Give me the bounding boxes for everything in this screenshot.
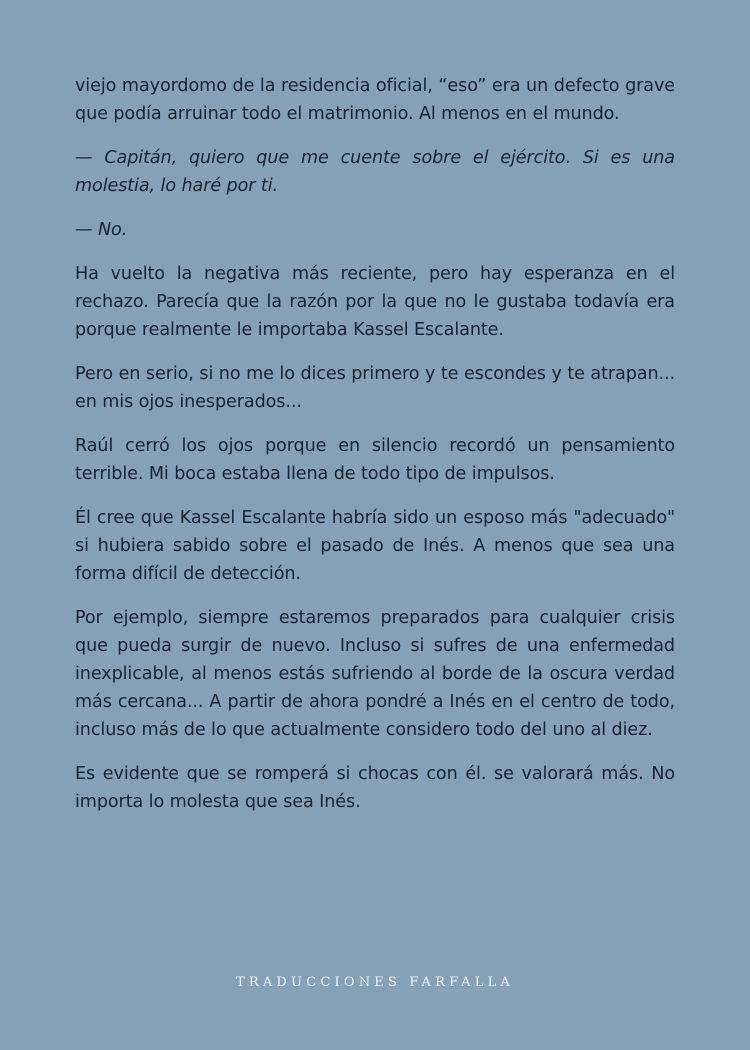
- paragraph: Él cree que Kassel Escalante habría sido un esposo más "adecuado" si hubiera sabido sobre el pasado de Inés. A menos que sea una forma difícil de detección.: [75, 508, 675, 584]
- page-body: [75, 72, 675, 832]
- paragraph: Es evidente que se romperá si chocas con él. se valorará más. No importa lo molesta que sea Inés.: [75, 764, 675, 812]
- dialogue-paragraph: — Capitán, quiero que me cuente sobre el ejército. Si es una molestia, lo haré por ti.: [75, 148, 675, 196]
- dialogue-paragraph: — No.: [75, 220, 128, 240]
- paragraph: Raúl cerró los ojos porque en silencio recordó un pensamiento terrible. Mi boca estaba llena de todo tipo de impulsos.: [75, 436, 675, 484]
- paragraph: viejo mayordomo de la residencia oficial, “eso” era un defecto grave que podía arruinar todo el matrimonio. Al menos en el mundo.: [75, 76, 675, 124]
- paragraph: Pero en serio, si no me lo dices primero y te escondes y te atrapan... en mis ojos inesperados...: [75, 364, 675, 412]
- paragraph: Ha vuelto la negativa más reciente, pero hay esperanza en el rechazo. Parecía que la razón por la que no le gustaba todavía era porque realmente le importaba Kassel Escalante.: [75, 264, 675, 340]
- paragraph: Por ejemplo, siempre estaremos preparados para cualquier crisis que pueda surgir de nuevo. Incluso si sufres de una enfermedad inexplicable, al menos estás sufriendo al borde de la oscura verdad más cercana... A partir de ahora pondré a Inés en el centro de todo, incluso más de lo que actualmente considero todo del uno al diez.: [75, 608, 675, 740]
- footer-publisher: TRADUCCIONES FARFALLA: [235, 975, 514, 990]
